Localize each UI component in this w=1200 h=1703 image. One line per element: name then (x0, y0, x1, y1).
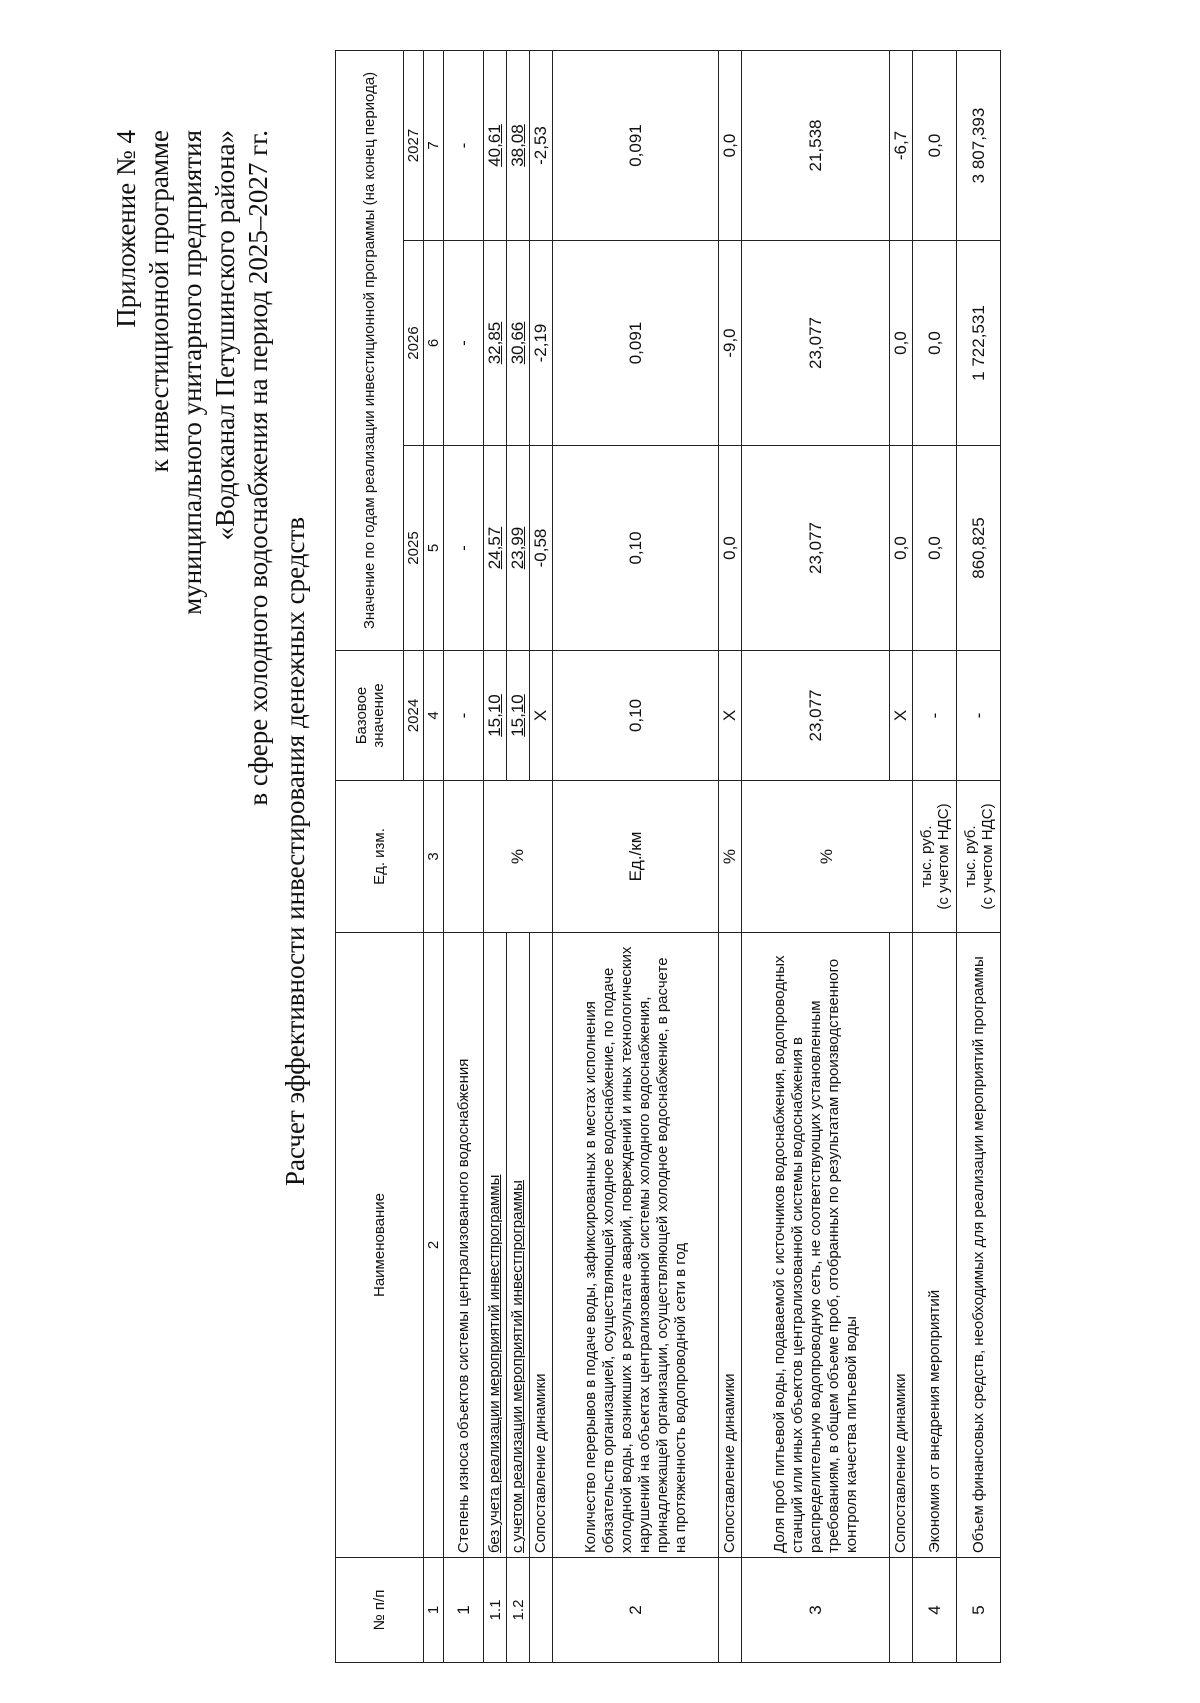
column-number: 5 (424, 446, 444, 651)
year-cell: 2025 (404, 446, 424, 651)
value-cell: -9,0 (719, 241, 742, 446)
row-number: 1 (444, 1558, 484, 1663)
row-name: без учета реализации мероприятий инвестпрограммы (484, 933, 507, 1558)
value-cell: -6,7 (890, 51, 913, 241)
row-unit: % (484, 781, 553, 933)
value-cell: 860,825 (957, 446, 1001, 651)
table-row (444, 51, 484, 1663)
year-cell: 2026 (404, 241, 424, 446)
row-unit: % (719, 781, 742, 933)
value-cell: 3 807,393 (957, 51, 1001, 241)
row-number: 1.2 (507, 1558, 530, 1663)
value-cell: X (890, 651, 913, 781)
row-name: Объем финансовых средств, необходимых для реализации мероприятий программы (957, 933, 1001, 1558)
row-number (719, 1558, 742, 1663)
column-number-row (424, 51, 444, 1663)
row-number: 4 (913, 1558, 957, 1663)
year-cell: 2027 (404, 51, 424, 241)
column-number: 2 (424, 933, 444, 1558)
row-name: Доля проб питьевой воды, подаваемой с источников водоснабжения, водопроводных станций или иных объектов централизованной системы водоснабжения в распределительную водопроводную сеть, не соответствующих установленным требованиям, в общем объеме проб, отобранных по результатам производственного контроля качества питьевой воды (742, 933, 890, 1558)
header-line-1: Приложение № 4 (111, 130, 141, 328)
value-cell: 15,10 (507, 651, 530, 781)
header-line-4: «Водоканал Петушинского района» (210, 130, 240, 541)
row-name: Степень износа объектов системы централизованного водоснабжения (444, 933, 484, 1558)
row-number: 3 (742, 1558, 890, 1663)
document-title: Расчет эффективности инвестирования денежных средств (280, 517, 310, 1187)
value-cell: 0,0 (719, 446, 742, 651)
header-years: Значение по годам реализации инвестиционной программы (на конец периода) (336, 51, 404, 651)
value-cell: 38,08 (507, 51, 530, 241)
header-line-2: к инвестиционной программе (144, 130, 174, 473)
row-unit: % (742, 781, 913, 933)
column-number: 6 (424, 241, 444, 446)
row-unit: Ед./км (553, 781, 719, 933)
header-line-5: в сфере холодного водоснабжения на период 2025–2027 гг. (243, 130, 273, 806)
value-cell: 24,57 (484, 446, 507, 651)
value-cell: 32,85 (484, 241, 507, 446)
table-row (913, 51, 957, 1663)
value-cell: X (530, 651, 553, 781)
table-row (957, 51, 1001, 1663)
row-number (530, 1558, 553, 1663)
value-cell: - (957, 651, 1001, 781)
value-cell: 30,66 (507, 241, 530, 446)
column-number: 1 (424, 1558, 444, 1663)
row-unit (913, 781, 957, 933)
value-cell: 0,091 (553, 51, 719, 241)
value-cell: 23,077 (742, 446, 890, 651)
unit-line: тыс. руб. (917, 825, 935, 888)
row-unit (444, 781, 484, 933)
value-cell: 0,091 (553, 241, 719, 446)
value-cell: 21,538 (742, 51, 890, 241)
table-row (484, 51, 507, 1663)
row-unit (957, 781, 1001, 933)
value-cell: -2,53 (530, 51, 553, 241)
year-cell: 2024 (404, 651, 424, 781)
value-cell: -2,19 (530, 241, 553, 446)
appendix-header (110, 130, 275, 806)
row-number: 5 (957, 1558, 1001, 1663)
value-cell: X (719, 651, 742, 781)
value-cell: - (444, 241, 484, 446)
row-name: Сопоставление динамики (719, 933, 742, 1558)
header-base: Базовое значение (336, 651, 404, 781)
header-unit: Ед. изм. (336, 781, 424, 933)
value-cell: 0,0 (890, 241, 913, 446)
value-cell: 0,0 (913, 446, 957, 651)
column-number: 7 (424, 51, 444, 241)
value-cell: - (444, 446, 484, 651)
table-row (553, 51, 719, 1663)
value-cell: - (444, 651, 484, 781)
value-cell: 0,0 (890, 446, 913, 651)
value-cell: 1 722,531 (957, 241, 1001, 446)
row-name: Сопоставление динамики (530, 933, 553, 1558)
value-cell: - (913, 651, 957, 781)
value-cell: 0,10 (553, 446, 719, 651)
table-row (719, 51, 742, 1663)
row-number: 1.1 (484, 1558, 507, 1663)
header-line-3: муниципального унитарного предприятия (177, 130, 207, 615)
header-name: Наименование (336, 933, 424, 1558)
value-cell: 0,0 (719, 51, 742, 241)
unit-line: тыс. руб. (961, 825, 979, 888)
row-number (890, 1558, 913, 1663)
value-cell: 0,0 (913, 51, 957, 241)
row-name: с учетом реализации мероприятий инвестпрограммы (507, 933, 530, 1558)
column-number: 4 (424, 651, 444, 781)
value-cell: 23,077 (742, 651, 890, 781)
column-number: 3 (424, 781, 444, 933)
value-cell: 40,61 (484, 51, 507, 241)
table-row (742, 51, 890, 1663)
value-cell: 23,077 (742, 241, 890, 446)
value-cell: -0,58 (530, 446, 553, 651)
header-num: № п/п (336, 1558, 424, 1663)
value-cell: - (444, 51, 484, 241)
value-cell: 15,10 (484, 651, 507, 781)
value-cell: 0,10 (553, 651, 719, 781)
value-cell: 23,99 (507, 446, 530, 651)
row-number: 2 (553, 1558, 719, 1663)
efficiency-table (335, 50, 1001, 1663)
value-cell: 0,0 (913, 241, 957, 446)
unit-line: (с учетом НДС) (978, 803, 996, 910)
row-name: Экономия от внедрения мероприятий (913, 933, 957, 1558)
row-name: Сопоставление динамики (890, 933, 913, 1558)
row-name: Количество перерывов в подаче воды, зафиксированных в местах исполнения обязательств организацией, осуществляющей холодное водоснабжение, по подаче холодной воды, возникших в результате аварий, повреждений и иных технологических нарушений на объектах централизованной системы холодного водоснабжения, принадлежащей организации, осуществляющей холодное водоснабжение, в расчете на протяженность водопроводной сети в год (553, 933, 719, 1558)
unit-line: (с учетом НДС) (934, 803, 952, 910)
